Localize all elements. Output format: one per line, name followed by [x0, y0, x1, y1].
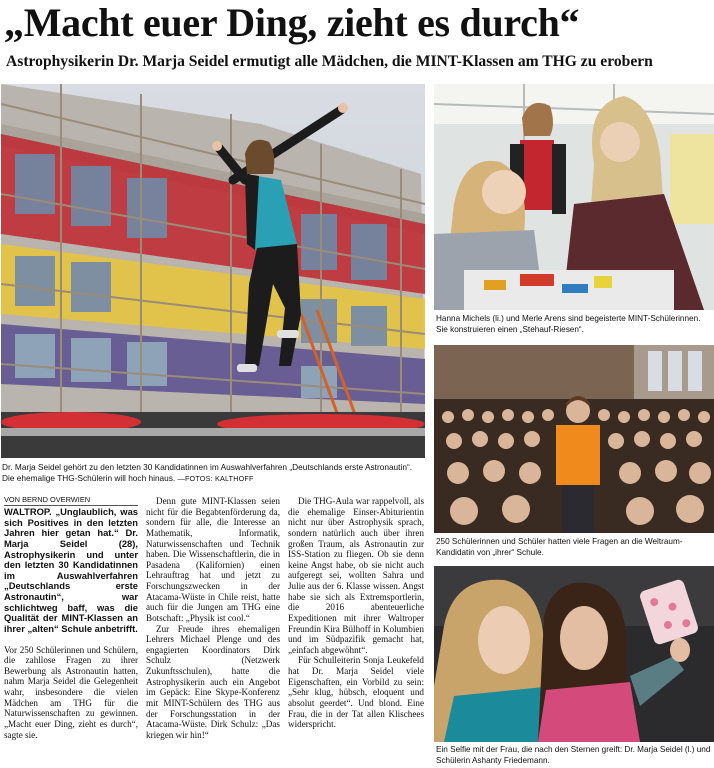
- article-lead: [4, 507, 138, 635]
- article-column-3: [288, 496, 424, 768]
- main-photo-trampoline[interactable]: [1, 84, 425, 458]
- trampoline-illustration: [1, 84, 425, 458]
- audience-photo[interactable]: [434, 345, 714, 533]
- audience-illustration: [434, 345, 714, 533]
- lead-text: „Unglaublich, was sich Positives in den letzten Jahren hier getan hat.“ Dr. Marja Seidel (28), Astrophysikerin und unter den letzten 30 Kandidatinnen im Auswahlverfahren „Deutschlands erste Astronautin“, war schlichtweg baff, was die Qualität der MINT-Klassen an ihrer „alten“ Schule anbetrifft.: [4, 507, 138, 634]
- article-paragraph-4: Die THG-Aula war rappelvoll, als die ehemalige Einser-Abiturientin nicht nur über Astrophysik sprach, sondern natürlich auch über ihren großen Traum, als Astronautin zur ISS-Station zu fliegen. Ob sie denn keine Angst habe, ob sie nicht auch aufgeregt sei, wollten Sahra und Julie aus der 6. Klasse wissen. Angst habe sie sich als Extremsportlerin, die 2016 abenteuerliche Expeditionen mit ihrer Waltroper Freundin Kira Bülhoff in Kolumbien und im Südpazifik gemacht hat, „einfach abgewöhnt“.: [288, 496, 424, 655]
- dateline: WALTROP.: [4, 507, 52, 517]
- article-paragraph-2: Denn gute MINT-Klassen seien nicht für die Begabtenförderung da, sondern für alle, die Interesse an Mathematik, Informatik, Naturwissenschaften und Technik haben. Die Wissenschaftlerin, die in Pasadena (Kalifornien) einen Lehrauftrag hat und jetzt zu Forschungszwecken in der Atacama-Wüste in Chile reist, hatte auch für die Jungen am THG eine Botschaft: „Physik ist cool.“: [146, 496, 280, 623]
- main-caption-text: Dr. Marja Seidel gehört zu den letzten 30 Kandidatinnen im Auswahlverfahren „Deutschlands erste Astronautin“. Die ehemalige THG-Schülerin will hoch hinaus.: [2, 462, 413, 483]
- article-paragraph-5: Für Schulleiterin Sonja Leukefeld hat Dr. Marja Seidel viele Eigenschaften, ein Vorbild zu sein: „Sehr klug, hübsch, eloquent und absolut geerdet“. Und blond. Eine Frau, die in der Tat allen Klischees widerspricht.: [288, 655, 424, 730]
- article-paragraph-1: Vor 250 Schülerinnen und Schülern, die zahllose Fragen zu ihrer Bewerbung als Astronautin hatten, nahm Marja Seidel die Gelegenheit wahr, insbesondere die vielen Mädchen am THG für die Naturwissenschaften zu gewinnen. „Macht euer Ding, zieht es durch“, sagte sie.: [4, 644, 138, 740]
- main-photo-caption: [2, 462, 424, 484]
- headline: „Macht euer Ding, zieht es durch“: [4, 0, 580, 45]
- article-paragraph-3: Zur Freude ihres ehemaligen Lehrers Michael Plenge und des engagierten Koordinators Dirk Schulz (Netzwerk Zukunftsschulen), hatte die Astrophysikerin auch ein Angebot im Gepäck: Eine Skype-Konferenz mit MINT-Schülern des THG aus der Forschungsstation in der Atacama-Wüste. Dirk Schulz: „Das kriegen wir hin!“: [146, 623, 280, 740]
- subheadline: Astrophysikerin Dr. Marja Seidel ermutigt alle Mädchen, die MINT-Klassen am THG zu erobern: [6, 53, 653, 70]
- article-column-1: [4, 507, 138, 768]
- article-column-2: [146, 496, 280, 768]
- selfie-caption: Ein Selfie mit der Frau, die nach den Sternen greift: Dr. Marja Seidel (l.) und Schülerin Ashanty Friedemann.: [436, 745, 711, 765]
- students-caption: Hanna Michels (li.) und Merle Arens sind begeisterte MINT-Schülerinnen. Sie konstruieren einen „Stehauf-Riesen“.: [436, 314, 701, 334]
- photo-credit: —FOTOS: KALTHOFF: [177, 473, 254, 483]
- selfie-illustration: [434, 566, 714, 742]
- students-illustration: [434, 84, 714, 310]
- byline: VON BERND OVERWIEN: [4, 494, 138, 506]
- students-photo[interactable]: [434, 84, 714, 310]
- audience-caption: 250 Schülerinnen und Schüler hatten viele Fragen an die Weltraum-Kandidatin von „ihrer“ Schule.: [436, 537, 683, 557]
- selfie-photo[interactable]: [434, 566, 714, 742]
